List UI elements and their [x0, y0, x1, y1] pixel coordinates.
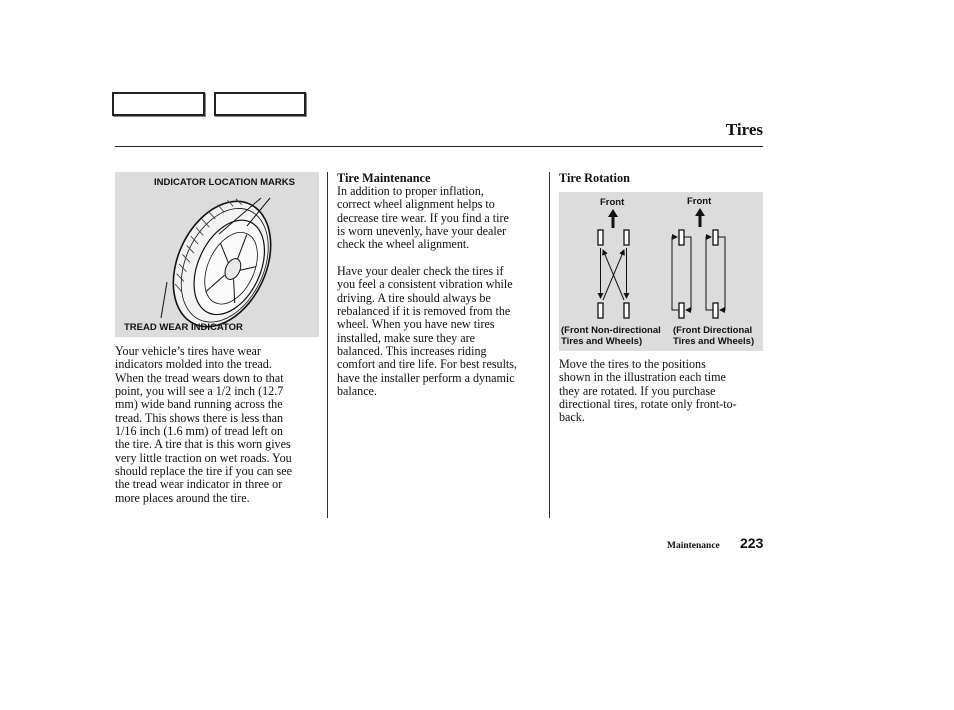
nav-tab-1[interactable]: [112, 92, 205, 116]
tire-rotation-text: Move the tires to the positions shown in the illustration each time they are rotated. If you purchase directional tires, rotate only front-to- back.: [559, 357, 737, 425]
tire-drawing: [115, 172, 319, 337]
tire-rotation-heading: Tire Rotation: [559, 171, 630, 185]
tire-maintenance-para-1: In addition to proper inflation, correct wheel alignment helps to decrease tire wear. If you find a tire is worn unevenly, have your dealer check the wheel alignment.: [337, 184, 509, 252]
tread-wear-indicator-label: TREAD WEAR INDICATOR: [124, 322, 243, 333]
caption-directional-line-2: Tires and Wheels): [673, 336, 755, 347]
title-rule: [115, 146, 763, 147]
caption-non-directional-line-2: Tires and Wheels): [561, 336, 643, 347]
caption-non-directional-line-1: (Front Non-directional: [561, 325, 661, 336]
nav-tab-2[interactable]: [214, 92, 306, 116]
column-divider-1: [327, 172, 328, 518]
page-title: Tires: [725, 120, 763, 139]
tire-maintenance-heading: Tire Maintenance: [337, 171, 431, 185]
left-column-text: Your vehicle’s tires have wear indicators molded into the tread. When the tread wears down to that point, you will see a 1/2 inch (12.7 mm) wide band running across the tread. This shows there is less than 1/16 inch (1.6 mm) of tread left on the tire. A tire that is this worn gives very little traction on wet roads. You should replace the tire if you can see the tread wear indicator in three or more places around the tire.: [115, 344, 292, 505]
caption-directional-line-1: (Front Directional: [673, 325, 753, 336]
page-number: 223: [740, 535, 764, 551]
tire-rotation-diagram: [559, 192, 763, 351]
front-label-right: Front: [687, 196, 712, 207]
tire-illustration: [115, 172, 319, 337]
footer-section-label: Maintenance: [667, 541, 720, 551]
indicator-location-marks-label: INDICATOR LOCATION MARKS: [154, 177, 295, 188]
tire-maintenance-para-2: Have your dealer check the tires if you feel a consistent vibration while driving. A tire should always be rebalanced if it is removed from the wheel. When you have new tires installed, make sure they are balanced. This increases riding comfort and tire life. For best results, have the installer perform a dynamic balance.: [337, 264, 518, 399]
front-label-left: Front: [600, 197, 625, 208]
column-divider-2: [549, 172, 550, 518]
